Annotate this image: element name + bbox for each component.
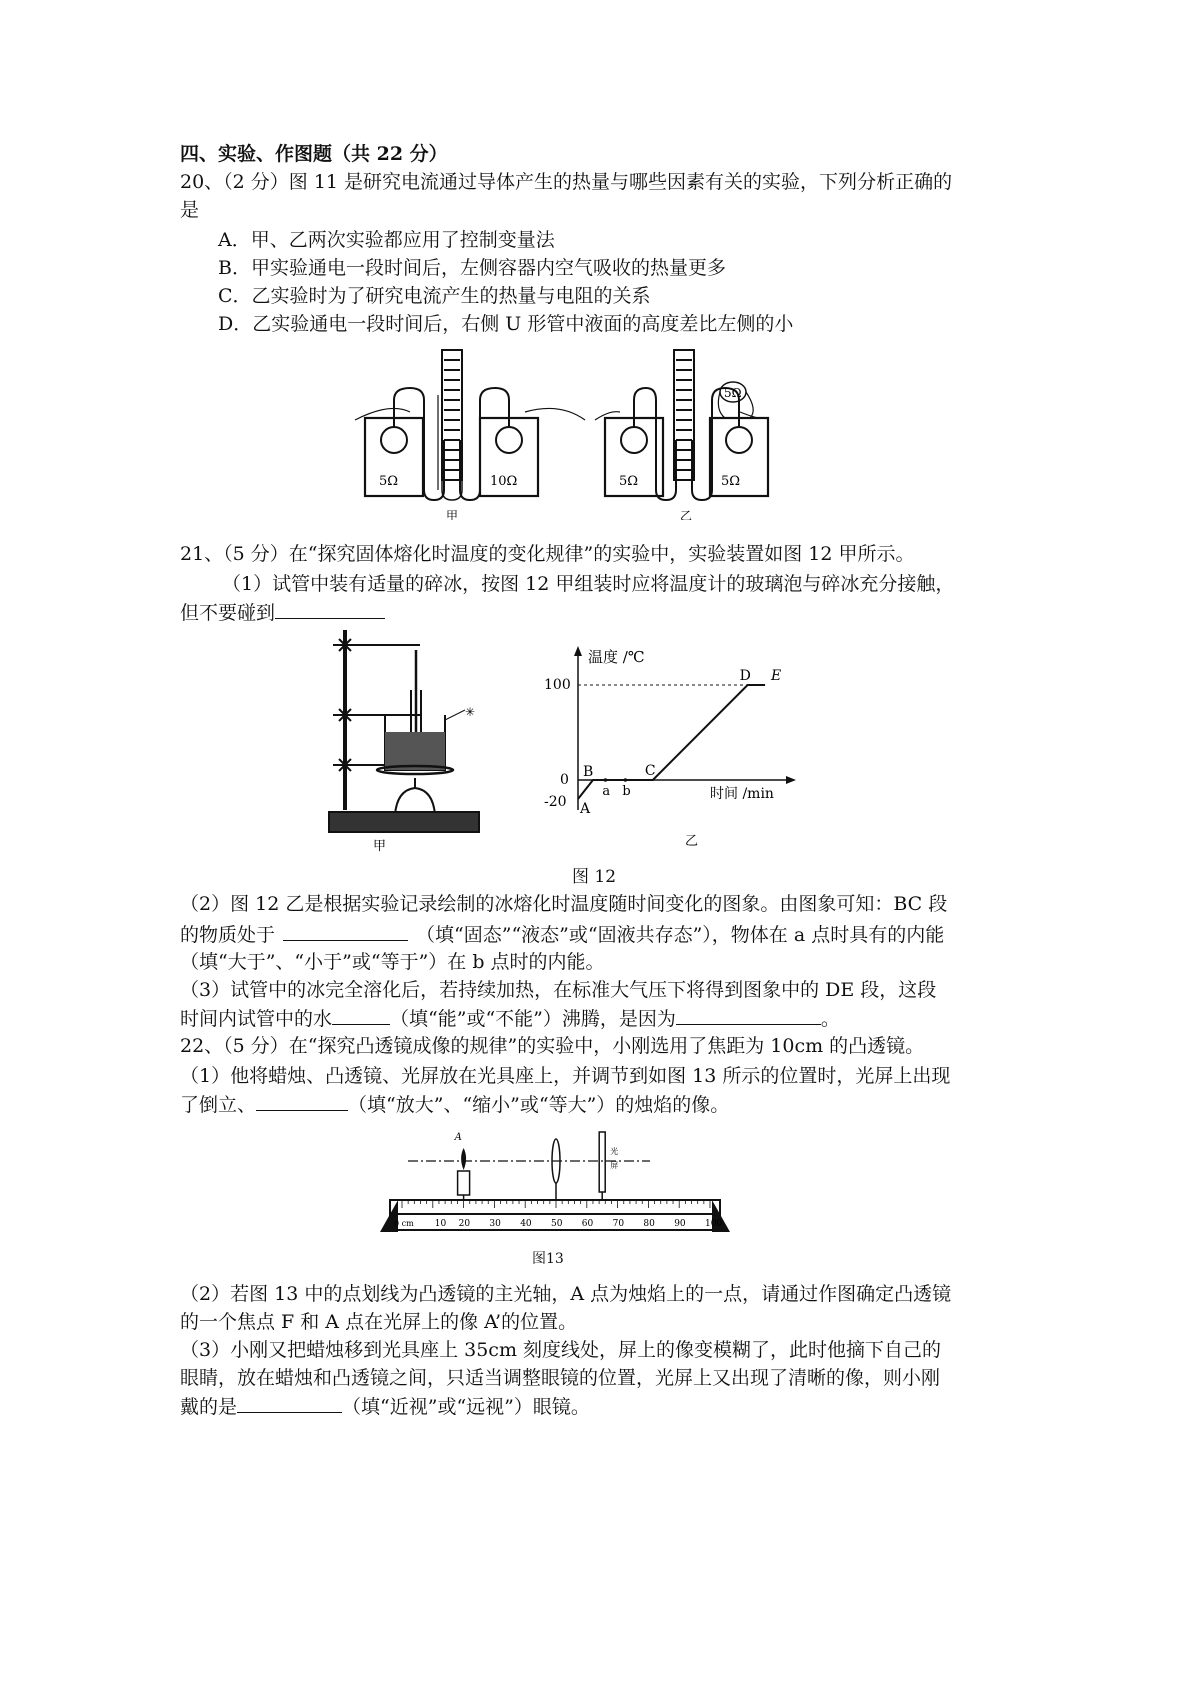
q21-p3-line1: （3）试管中的冰完全溶化后，若持续加热，在标准大气压下将得到图象中的 DE 段，这段 <box>180 979 937 1001</box>
q20-option-b: B．甲实验通电一段时间后，左侧容器内空气吸收的热量更多 <box>218 257 726 279</box>
ruler-tick-label-90: 90 <box>674 1219 686 1229</box>
q22-p3-line3b: （填“近视”或“远视”）眼镜。 <box>342 1396 590 1418</box>
chart-mark-label-b: b <box>622 784 631 799</box>
ruler-tick-label-100: 100 <box>705 1219 723 1229</box>
figure-13 <box>380 1128 740 1258</box>
figure-11-scale <box>444 360 460 470</box>
q22-stem: 22、（5 分）在“探究凸透镜成像的规律”的实验中，小刚选用了焦距为 10cm 的凸透镜。 <box>180 1035 925 1057</box>
q21-p3-line2a: 时间内试管中的水 <box>180 1008 333 1030</box>
q21-p3-line2c: 。 <box>820 1008 840 1030</box>
q21-p2-line1: （2）图 12 乙是根据实验记录绘制的冰熔化时温度随时间变化的图象。由图象可知：BC 段 <box>180 893 948 915</box>
chart-ytick-100: 100 <box>544 677 571 693</box>
fig11-yi-left-resistor: 5Ω <box>619 474 639 489</box>
q22-p1-line2b: （填“放大”、“缩小”或“等大”）的烛焰的像。 <box>348 1094 730 1116</box>
q21-p3-line2b: （填“能”或“不能”）沸腾，是因为 <box>390 1008 676 1030</box>
q22-p3-line3 <box>180 1392 590 1421</box>
fig12-caption: 图 12 <box>572 867 617 887</box>
fig13-caption: 图13 <box>532 1251 564 1267</box>
q21-p1-line2-text: 但不要碰到 <box>180 602 276 624</box>
fig11-yi-label: 乙 <box>680 509 693 520</box>
chart-ytick-minus20: -20 <box>544 794 567 810</box>
chart-ytick-0: 0 <box>560 772 569 788</box>
chart-y-label: 温度 /℃ <box>588 648 645 666</box>
fig11-jia-right-resistor: 10Ω <box>490 474 518 489</box>
section-title: 四、实验、作图题（共 22 分） <box>180 143 448 165</box>
q21-blank-1[interactable] <box>275 598 385 619</box>
candle <box>458 1148 470 1200</box>
figure-12-apparatus <box>325 620 485 855</box>
fig11-yi-right-resistor: 5Ω <box>721 474 741 489</box>
q22-p1-line2a: 了倒立、 <box>180 1094 257 1116</box>
ruler-unit-label: 0 cm <box>394 1219 414 1228</box>
chart-point-label-a: A <box>580 801 591 817</box>
q21-p3-line2 <box>180 1004 840 1033</box>
bench-rail <box>390 1200 720 1214</box>
fig11-jia-label: 甲 <box>446 509 459 520</box>
q21-blank-4[interactable] <box>676 1004 821 1025</box>
screen-label-guang: 光 <box>610 1147 619 1156</box>
q20-option-d: D．乙实验通电一段时间后，右侧 U 形管中液面的高度差比左侧的小 <box>218 313 794 335</box>
q21-p2-line3: （填“大于”、“小于”或“等于”）在 b 点时的内能。 <box>180 951 605 973</box>
ruler-tick-label-10: 10 <box>434 1219 447 1229</box>
figure-12-graph <box>540 640 800 850</box>
q22-p2-line2: 的一个焦点 F 和 A 点在光屏上的像 A’的位置。 <box>180 1311 578 1333</box>
q22-p2-line1: （2）若图 13 中的点划线为凸透镜的主光轴，A 点为烛焰上的一点，请通过作图确定凸透镜 <box>180 1283 952 1305</box>
chart-point-label-b: B <box>582 764 594 780</box>
chart-point-label-e: E <box>771 668 782 684</box>
q21-blank-3[interactable] <box>332 1004 390 1025</box>
screen-label-ping: 屏 <box>610 1161 619 1170</box>
q21-p2-line2b: （填“固态”“液态”或“固液共存态”），物体在 a 点时具有的内能 <box>416 924 945 946</box>
convex-lens <box>552 1139 560 1200</box>
q22-blank-1[interactable] <box>256 1090 348 1111</box>
light-screen <box>599 1132 605 1200</box>
point-a-label: A <box>454 1132 462 1143</box>
q22-p1-line1: （1）他将蜡烛、凸透镜、光屏放在光具座上，并调节到如图 13 所示的位置时，光屏上出现 <box>180 1065 951 1087</box>
ruler-tick-label-70: 70 <box>612 1219 625 1229</box>
chart-mark-label-a: a <box>602 784 611 799</box>
q21-blank-2[interactable] <box>283 920 408 941</box>
ruler-tick-label-30: 30 <box>489 1219 501 1229</box>
q21-p2-line2a: 的物质处于 <box>180 924 276 946</box>
q20-option-a: A．甲、乙两次实验都应用了控制变量法 <box>218 229 555 251</box>
fig11-yi-parallel-resistor: 5Ω <box>724 386 742 400</box>
chart-mark-a <box>604 778 608 782</box>
chart-series-line <box>578 685 765 799</box>
q21-p1-line1: （1）试管中装有适量的碎冰，按图 12 甲组装时应将温度计的玻璃泡与碎冰充分接触， <box>222 573 955 595</box>
q21-stem: 21、（5 分）在“探究固体熔化时温度的变化规律”的实验中，实验装置如图 12 甲所示。 <box>180 543 915 565</box>
ruler-tick-label-50: 50 <box>551 1219 563 1229</box>
q20-option-c: C．乙实验时为了研究电流产生的热量与电阻的关系 <box>218 285 651 307</box>
ruler-tick-label-80: 80 <box>643 1219 655 1229</box>
chart-x-arrow <box>786 776 796 784</box>
chart-y-arrow <box>574 646 582 656</box>
figure-11 <box>350 340 770 520</box>
q22-p3-line1: （3）小刚又把蜡烛移到光具座上 35cm 刻度线处，屏上的像变模糊了，此时他摘下自己的 <box>180 1339 942 1361</box>
q21-p2-line2 <box>180 920 944 949</box>
fig12-ice-mark: ✳ <box>465 705 476 719</box>
fig12-graph-label: 乙 <box>685 834 699 849</box>
ruler-tick-label-60: 60 <box>581 1219 594 1229</box>
chart-point-label-c: C <box>644 763 656 779</box>
ruler-tick-label-40: 40 <box>520 1219 532 1229</box>
q22-blank-2[interactable] <box>237 1392 342 1413</box>
q22-p1-line2 <box>180 1090 729 1119</box>
q22-p3-line3a: 戴的是 <box>180 1396 238 1418</box>
chart-mark-b <box>624 778 628 782</box>
chart-point-label-d: D <box>739 668 751 684</box>
ruler-tick-label-20: 20 <box>458 1219 471 1229</box>
q22-p3-line2: 眼睛，放在蜡烛和凸透镜之间，只适当调整眼镜的位置，光屏上又出现了清晰的像，则小刚 <box>180 1367 941 1389</box>
q20-stem-line1: 20、（2 分）图 11 是研究电流通过导体产生的热量与哪些因素有关的实验，下列分析正确的 <box>180 171 953 193</box>
fig11-jia-left-resistor: 5Ω <box>379 474 399 489</box>
fig12-apparatus-label: 甲 <box>373 839 387 854</box>
chart-x-label: 时间 /min <box>710 786 774 802</box>
q20-stem-line2: 是 <box>180 199 200 221</box>
